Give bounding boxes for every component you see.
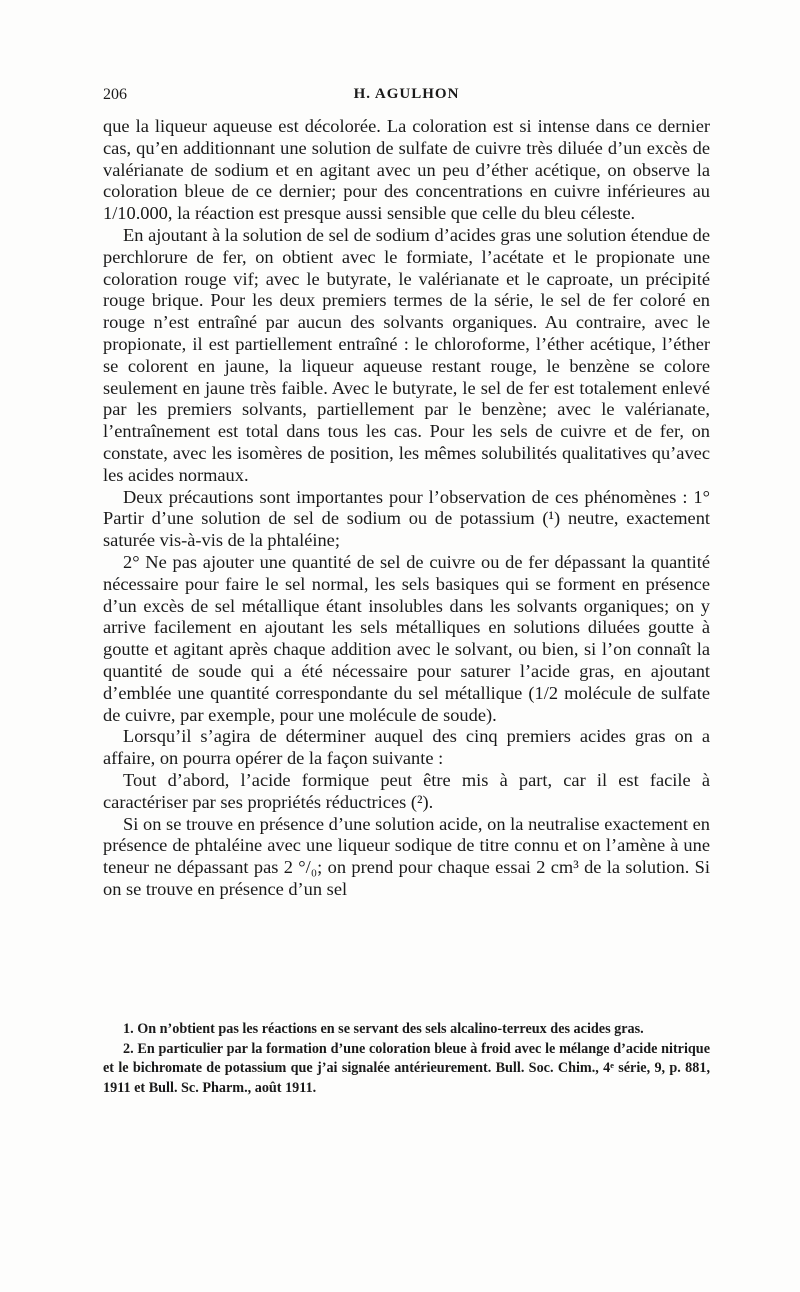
paragraph: En ajoutant à la solution de sel de sodium d’acides gras une solution étendue de perchlorure de fer, on obtient avec le formiate, l’acétate et le propionate une coloration rouge vif; avec le butyrate, le valérianate et le caproate, un précipité rouge brique. Pour les deux premiers termes de la série, le sel de fer coloré en rouge n’est entraîné par aucun des solvants organiques. Au contraire, avec le propionate, il est partiellement entraîné : le chloroforme, l’éther acétique, l’éther se colorent en jaune, la liqueur aqueuse restant rouge, le benzène se colore seulement en jaune très faible. Avec le butyrate, le sel de fer est totalement enlevé par les premiers solvants, partiellement par le benzène; avec le valérianate, l’entraînement est total dans tous les cas. Pour les sels de cuivre et de fer, on constate, avec les isomères de position, les mêmes solubilités qualitatives qu’avec les acides normaux. (103, 224, 710, 485)
page-number: 206 (103, 86, 127, 103)
footnotes (103, 1020, 710, 1098)
body-text (103, 116, 710, 901)
page-header (103, 86, 710, 108)
running-head: H. AGULHON (353, 86, 460, 102)
paragraph: 2° Ne pas ajouter une quantité de sel de cuivre ou de fer dépassant la quantité nécessaire pour faire le sel normal, les sels basiques qui se forment en présence d’un excès de sel métallique étant insolubles dans les solvants organiques; on y arrive facilement en ajoutant les sels métalliques en solutions diluées goutte à goutte et agitant après chaque addition avec le solvant, ou bien, si l’on connaît la quantité de soude qui a été nécessaire pour saturer l’acide gras, en ajoutant d’emblée une quantité correspondante du sel métallique (1/2 molécule de sulfate de cuivre, par exemple, pour une molécule de soude). (103, 551, 710, 725)
paragraph: Deux précautions sont importantes pour l’observation de ces phénomènes : 1° Partir d’une solution de sel de sodium ou de potassium (¹) neutre, exactement saturée vis-à-vis de la phtaléine; (103, 486, 710, 551)
paragraph: Tout d’abord, l’acide formique peut être mis à part, car il est facile à caractériser par ses propriétés réductrices (²). (103, 769, 710, 812)
paragraph: Si on se trouve en présence d’une solution acide, on la neutralise exactement en présence de phtaléine avec une liqueur sodique de titre connu et on l’amène à une teneur ne dépassant pas 2 °/₀; on prend pour chaque essai 2 cm³ de la solution. Si on se trouve en présence d’un sel (103, 813, 710, 899)
footnote: 1. On n’obtient pas les réactions en se servant des sels alcalino-terreux des acides gras. (123, 1021, 644, 1037)
footnote: 2. En particulier par la formation d’une coloration bleue à froid avec le mélange d’acide nitrique et le bichromate de potassium que j’ai signalée antérieurement. Bull. Soc. Chim., 4ᵉ série, 9, p. 881, 1911 et Bull. Sc. Pharm., août 1911. (103, 1040, 710, 1096)
paragraph: que la liqueur aqueuse est décolorée. La coloration est si intense dans ce dernier cas, qu’en additionnant une solution de sulfate de cuivre très diluée d’un excès de valérianate de sodium et en agitant avec un peu d’éther acétique, on observe la coloration bleue de ce dernier; pour des concentrations en cuivre inférieures au 1/10.000, la réaction est presque aussi sensible que celle du bleu céleste. (103, 116, 710, 224)
paragraph: Lorsqu’il s’agira de déterminer auquel des cinq premiers acides gras on a affaire, on pourra opérer de la façon suivante : (103, 726, 710, 769)
